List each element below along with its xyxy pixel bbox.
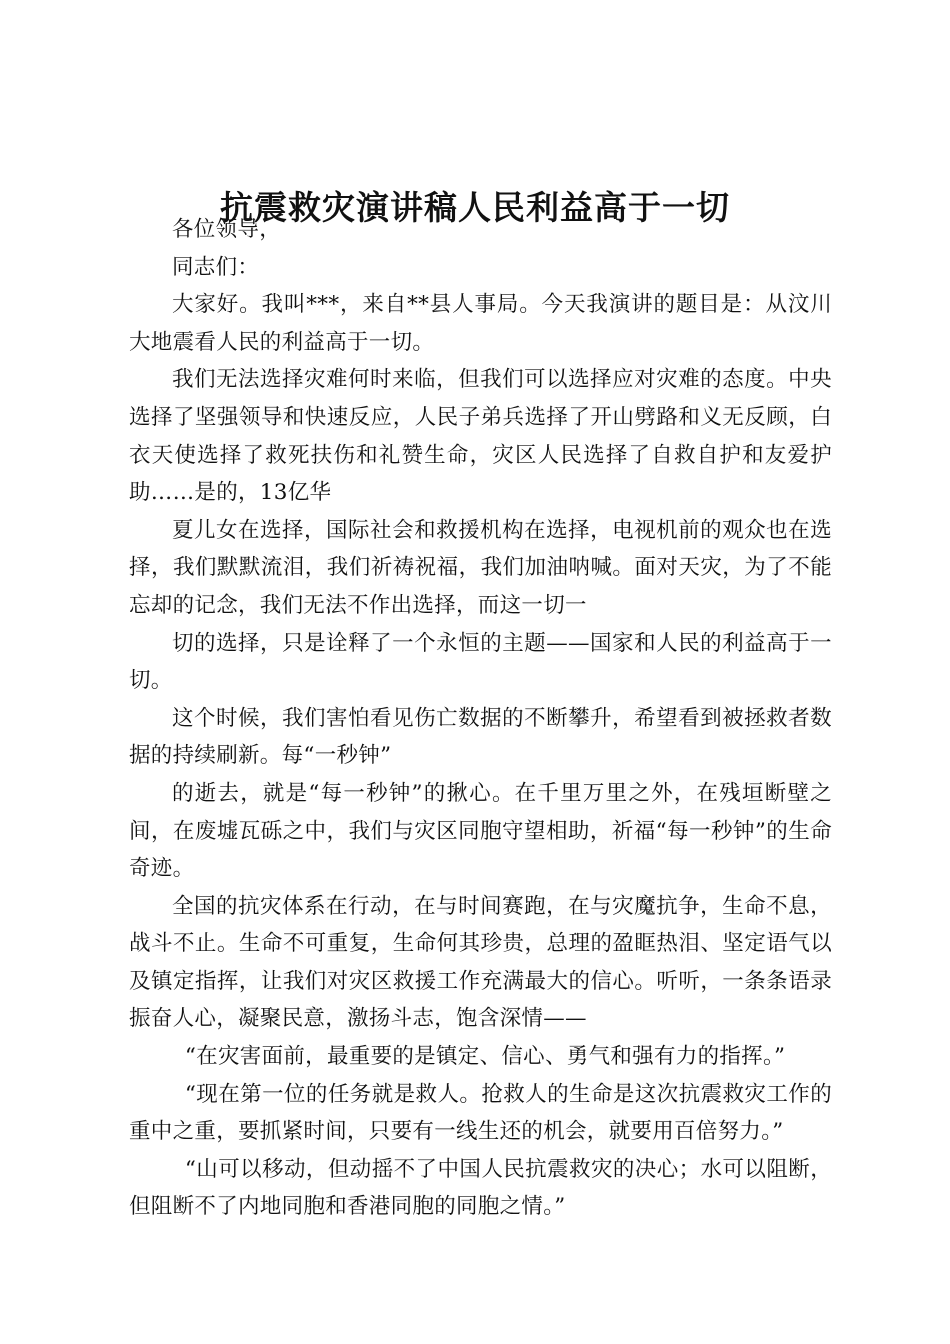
paragraph: 这个时候，我们害怕看见伤亡数据的不断攀升，希望看到被拯救者数据的持续刷新。每“一秒钟”	[129, 705, 832, 769]
paragraph: 全国的抗灾体系在行动，在与时间赛跑，在与灾魔抗争，生命不息，战斗不止。生命不可重复，生命何其珍贵，总理的盈眶热泪、坚定语气以及镇定指挥，让我们对灾区救援工作充满最大的信心。听听，一条条语录振奋人心，凝聚民意，激扬斗志，饱含深情——	[129, 893, 832, 1032]
document-title: 抗震救灾演讲稿人民利益高于一切	[220, 188, 730, 227]
quote-paragraph: “在灾害面前，最重要的是镇定、信心、勇气和强有力的指挥。”	[184, 1044, 786, 1070]
paragraph: 夏儿女在选择，国际社会和救援机构在选择，电视机前的观众也在选择，我们默默流泪，我们祈祷祝福，我们加油呐喊。面对天灾，为了不能忘却的记念，我们无法不作出选择，而这一切一	[129, 517, 832, 618]
salutation-line: 各位领导，	[172, 217, 282, 242]
quote-paragraph: “现在第一位的任务就是救人。抢救人的生命是这次抗震救灾工作的重中之重，要抓紧时间，只要有一线生还的机会，就要用百倍努力。”	[129, 1081, 832, 1145]
quote-paragraph: “山可以移动，但动摇不了中国人民抗震救灾的决心；水可以阻断，但阻断不了内地同胞和香港同胞的同胞之情。”	[129, 1156, 832, 1220]
paragraph: 大家好。我叫***，来自**县人事局。今天我演讲的题目是：从汶川大地震看人民的利益高于一切。	[129, 292, 832, 355]
salutation-line: 同志们：	[172, 254, 260, 280]
document-body	[129, 211, 832, 1226]
paragraph: 切的选择，只是诠释了一个永恒的主题——国家和人民的利益高于一切。	[129, 630, 832, 694]
paragraph: 我们无法选择灾难何时来临，但我们可以选择应对灾难的态度。中央选择了坚强领导和快速反应，人民子弟兵选择了开山劈路和义无反顾，白衣天使选择了救死扶伤和礼赞生命，灾区人民选择了自救自护和友爱护助……是的，13亿华	[129, 367, 832, 506]
paragraph: 的逝去，就是“每一秒钟”的揪心。在千里万里之外，在残垣断壁之间，在废墟瓦砾之中，我们与灾区同胞守望相助，祈福“每一秒钟”的生命奇迹。	[129, 780, 832, 882]
